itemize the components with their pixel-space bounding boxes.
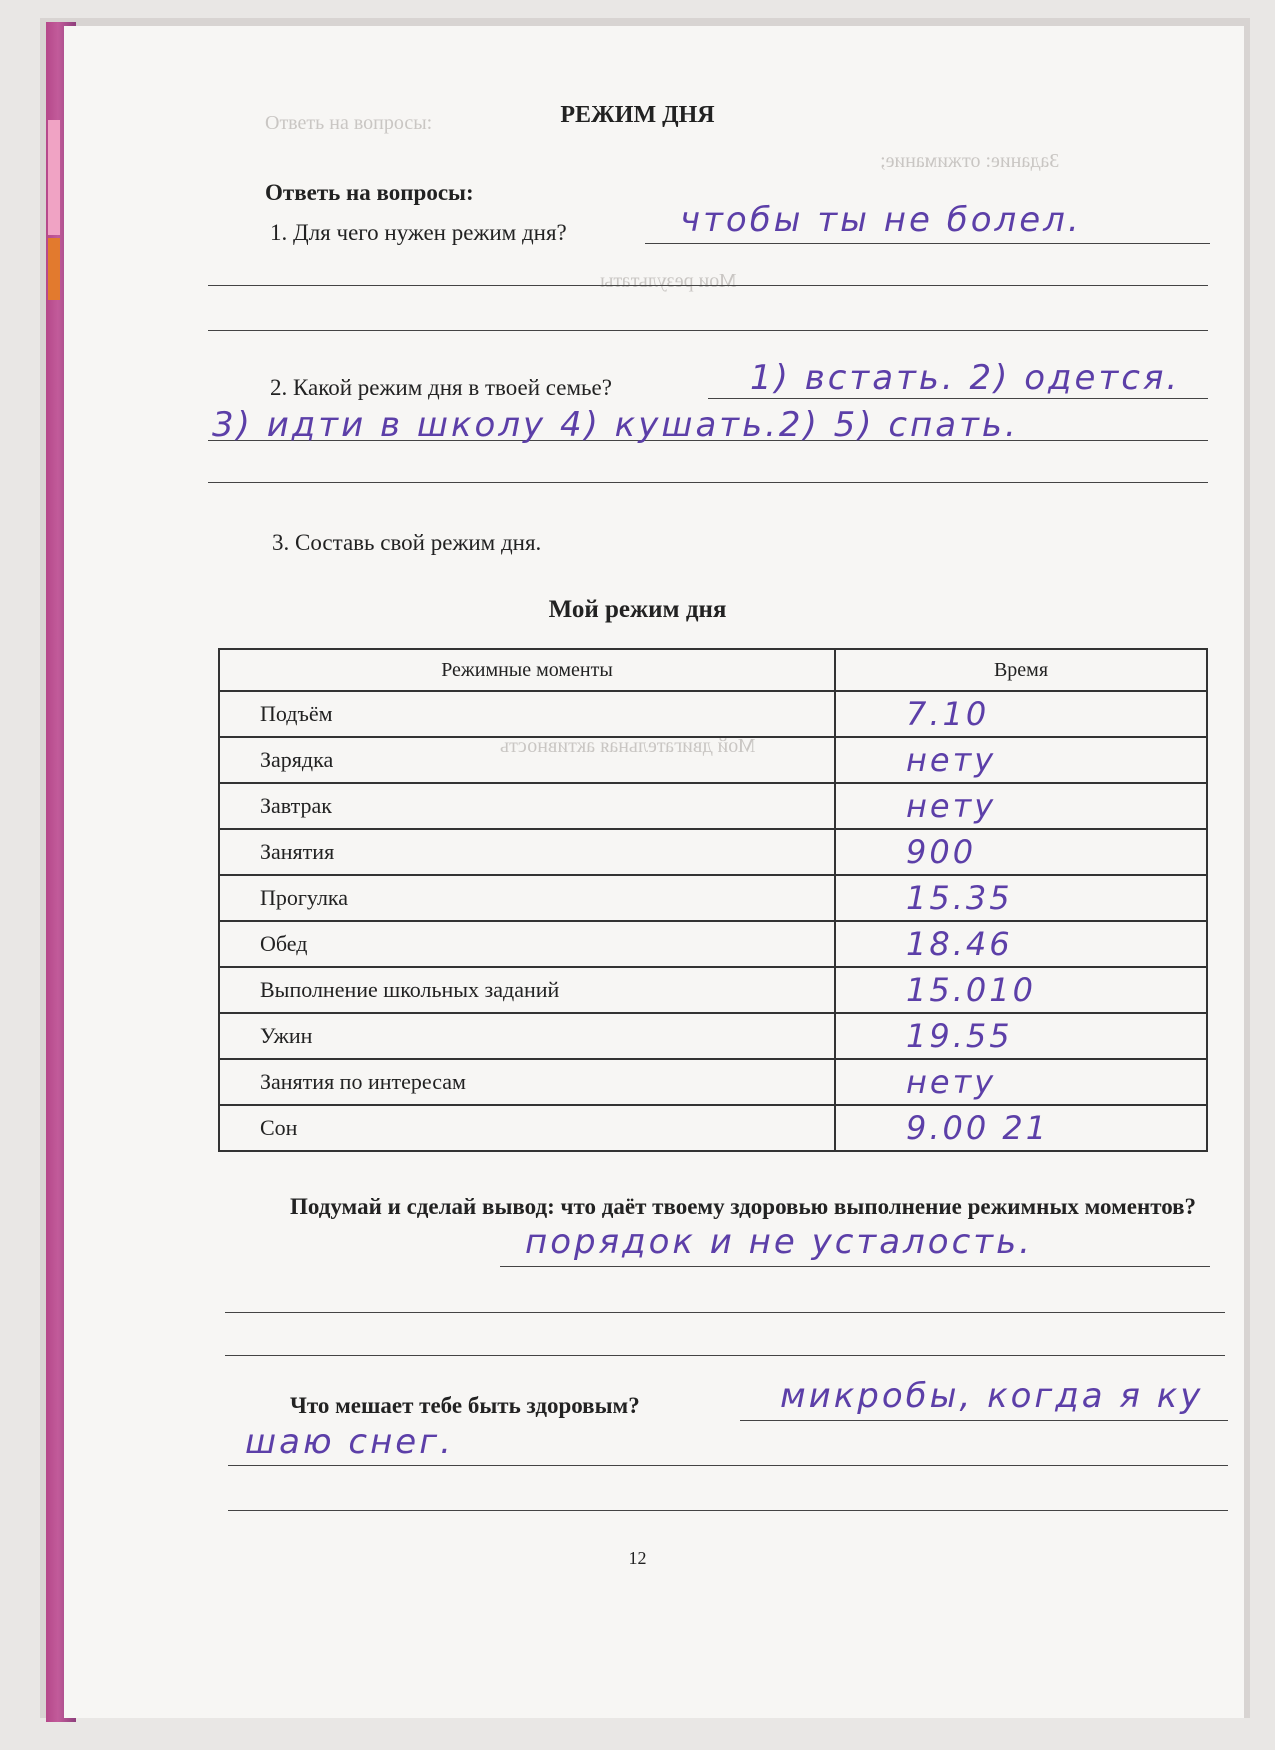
time-value: 18.46 bbox=[906, 925, 1013, 963]
answer-2-line-1: 1) встать. 2) одется. bbox=[750, 358, 1181, 398]
routine-title: Мой режим дня bbox=[548, 596, 727, 623]
answer-line bbox=[225, 1355, 1225, 1356]
table-row bbox=[219, 691, 1207, 737]
time-cell bbox=[835, 1013, 1207, 1059]
time-cell bbox=[835, 875, 1207, 921]
answer-1: чтобы ты не болел. bbox=[680, 200, 1082, 240]
health-question: Что мешает тебе быть здоровым? bbox=[290, 1393, 640, 1418]
time-value: 900 bbox=[906, 833, 977, 871]
table-row bbox=[219, 1059, 1207, 1105]
time-value: 9.00 21 bbox=[906, 1109, 1050, 1147]
time-cell bbox=[835, 829, 1207, 875]
page-number: 12 bbox=[628, 1548, 647, 1568]
routine-table bbox=[218, 648, 1208, 1152]
answer-line bbox=[208, 330, 1208, 331]
health-answer-line-2: шаю снег. bbox=[245, 1422, 454, 1462]
answer-line bbox=[500, 1266, 1210, 1267]
activity-cell: Занятия по интересам bbox=[219, 1059, 835, 1105]
ghost-text: Ответь на вопросы: bbox=[265, 112, 433, 134]
answer-line bbox=[208, 285, 1208, 286]
activity-cell: Подъём bbox=[219, 691, 835, 737]
time-cell bbox=[835, 737, 1207, 783]
answer-line bbox=[228, 1465, 1228, 1466]
column-header-time: Время bbox=[835, 649, 1207, 691]
answer-2-line-2: 3) идти в школу 4) кушать.2) 5) спать. bbox=[212, 405, 1019, 445]
activity-cell: Прогулка bbox=[219, 875, 835, 921]
conclusion-answer: порядок и не усталость. bbox=[525, 1222, 1033, 1262]
table-row bbox=[219, 783, 1207, 829]
activity-cell: Ужин bbox=[219, 1013, 835, 1059]
question-3: 3. Составь свой режим дня. bbox=[272, 530, 542, 555]
time-cell bbox=[835, 1105, 1207, 1151]
time-value: 19.55 bbox=[906, 1017, 1013, 1055]
activity-cell: Выполнение школьных заданий bbox=[219, 967, 835, 1013]
time-value: 15.010 bbox=[906, 971, 1036, 1009]
health-answer-line-1: микробы, когда я ку bbox=[780, 1376, 1204, 1416]
activity-cell: Занятия bbox=[219, 829, 835, 875]
question-1: 1. Для чего нужен режим дня? bbox=[270, 220, 567, 245]
table-row bbox=[219, 875, 1207, 921]
conclusion-question: Подумай и сделай вывод: что даёт твоему здоровью выполнение режимных моментов? bbox=[290, 1194, 1197, 1219]
table-row bbox=[219, 829, 1207, 875]
time-cell bbox=[835, 691, 1207, 737]
answer-line bbox=[228, 1510, 1228, 1511]
time-cell bbox=[835, 967, 1207, 1013]
time-value: нету bbox=[906, 741, 997, 779]
table-row bbox=[219, 967, 1207, 1013]
spine-orange-strip bbox=[48, 238, 60, 300]
question-2: 2. Какой режим дня в твоей семье? bbox=[270, 375, 612, 400]
answer-line bbox=[225, 1312, 1225, 1313]
column-header-activity: Режимные моменты bbox=[219, 649, 835, 691]
answer-line bbox=[708, 398, 1208, 399]
time-cell bbox=[835, 1059, 1207, 1105]
activity-cell: Сон bbox=[219, 1105, 835, 1151]
table-row bbox=[219, 1105, 1207, 1151]
page-title: РЕЖИМ ДНЯ bbox=[560, 102, 715, 128]
table-row bbox=[219, 1013, 1207, 1059]
ghost-text: Задание: отжимание; bbox=[880, 150, 1060, 172]
time-value: нету bbox=[906, 787, 997, 825]
answer-line bbox=[645, 243, 1210, 244]
time-cell bbox=[835, 783, 1207, 829]
activity-cell: Зарядка bbox=[219, 737, 835, 783]
time-value: 7.10 bbox=[906, 695, 990, 733]
table-header-row bbox=[219, 649, 1207, 691]
table-row bbox=[219, 737, 1207, 783]
time-value: нету bbox=[906, 1063, 997, 1101]
time-value: 15.35 bbox=[906, 879, 1013, 917]
spine-pink-strip bbox=[48, 120, 60, 235]
table-row bbox=[219, 921, 1207, 967]
answer-line bbox=[740, 1420, 1228, 1421]
activity-cell: Обед bbox=[219, 921, 835, 967]
activity-cell: Завтрак bbox=[219, 783, 835, 829]
time-cell bbox=[835, 921, 1207, 967]
answer-line bbox=[208, 482, 1208, 483]
ghost-text: Мой двигательная активность bbox=[500, 735, 756, 757]
ghost-text: Мои результаты bbox=[600, 270, 737, 292]
questions-header: Ответь на вопросы: bbox=[265, 180, 474, 205]
